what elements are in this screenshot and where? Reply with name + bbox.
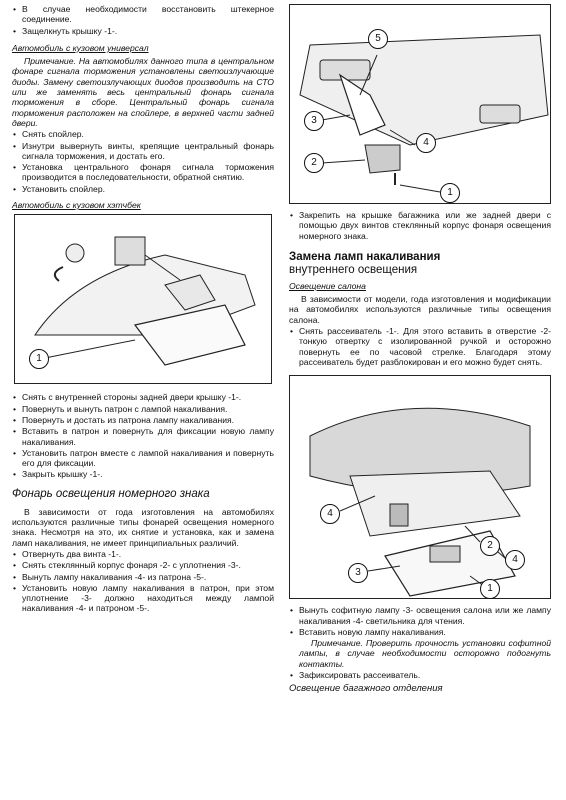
section-heading-sub: внутреннего освещения [289,263,418,276]
callout-4: 4 [320,504,340,524]
paragraph-salon: В зависимости от модели, года изготовления и модификации на автомобилях используются различные типы освещения салона. [289,294,551,325]
callout-1: 1 [29,349,49,369]
callout-5: 5 [368,29,388,49]
section-heading-wagon: Автомобиль с кузовом универсал [12,42,149,53]
list-item: • Отвернуть два винта -1-. [12,549,274,559]
list-item: • Снять стеклянный корпус фонаря -2- с уплотнения -3-. [12,560,274,570]
list-item: • Вставить в патрон и повернуть для фиксации новую лампу накаливания. [12,426,274,447]
callout-2: 2 [304,153,324,173]
list-item: • Установить спойлер. [12,184,274,194]
list-item: • Закрепить на крышке багажника или же задней двери с помощью двух винтов стеклянный корпус фонаря освещения номерного знака. [289,210,551,241]
section-heading-trunk: Освещение багажного отделения [289,683,443,695]
list-item: • Защелкнуть крышку -1-. [12,26,274,36]
figure-plate-lamp [289,4,551,204]
figure-hatchback-lamp [14,214,272,384]
callout-2: 2 [480,536,500,556]
callout-3: 3 [348,563,368,583]
list-item: • Снять с внутренней стороны задней двери крышку -1-. [12,392,274,402]
note-bottom: Примечание. Проверить прочность установки софитной лампы, в случае необходимости осторожно подогнуть контакты. [299,638,551,669]
plate-lamp-drawing [290,5,552,205]
list-item: • Снять спойлер. [12,129,274,139]
list-item: • Вставить новую лампу накаливания. [289,627,551,637]
paragraph-plate: В зависимости от года изготовления на автомобилях используются различные типы фонарей освещения номерного знака. Несмотря на это, их снятие и установка, как и замена ламп накаливания, не имеет принципиальных различий. [12,506,274,548]
section-heading-salon: Освещение салона [289,280,366,291]
list-item: • Зафиксировать рассеиватель. [289,670,551,680]
list-item: • Закрыть крышку -1-. [12,469,274,479]
list-item: • Установить новую лампу накаливания в патрон, при этом уплотнение -3- должно находиться между лампой накаливания -4- и патроном -5-. [12,583,274,614]
list-item: • Снять рассеиватель -1-. Для этого вставить в отверстие -2- тонкую отвертку с изолированной ручкой и осторожно повернуть ее по часовой стрелке. Благодаря этому рассеиватель будет разблокирован и его можно будет снять. [289,326,551,367]
right-column [289,0,551,696]
left-column [12,0,274,615]
callout-3: 3 [304,111,324,131]
list-item: • В случае необходимости восстановить штекерное соединение. [12,4,274,25]
callout-1: 1 [480,579,500,599]
figure-dome-light [289,375,551,599]
section-heading-bold: Замена ламп накаливания [289,250,441,263]
callout-4: 4 [416,133,436,153]
list-item: • Повернуть и вынуть патрон с лампой накаливания. [12,404,274,414]
callout-1: 1 [440,183,460,203]
list-item: • Установить патрон вместе с лампой накаливания и повернуть его для фиксации. [12,448,274,469]
hatchback-lamp-drawing [15,215,273,385]
list-item: • Вынуть лампу накаливания -4- из патрона -5-. [12,572,274,582]
list-item: • Вынуть софитную лампу -3- освещения салона или же лампу накаливания -4- светильника для чтения. [289,605,551,626]
list-item: • Изнутри вывернуть винты, крепящие центральный фонарь сигнала торможения, и достать его. [12,141,274,162]
list-item: • Повернуть и достать из патрона лампу накаливания. [12,415,274,425]
callout-4b: 4 [505,550,525,570]
note-wagon: Примечание. На автомобилях данного типа в центральном фонаре сигнала торможения установлены светоизлучающие диоды. Замену светоизлучающих диодов производить на СТО или же заменять весь центральный фонарь сигнала торможения в сборе. Центральный фонарь сигнала торможения расположен на спойлере, в верхней части задней двери. [12,56,274,128]
section-heading-plate: Фонарь освещения номерного знака [12,487,210,500]
section-heading-hatchback: Автомобиль с кузовом хэтчбек [12,200,141,211]
list-item: • Установка центрального фонаря сигнала торможения производится в последовательности, обратной снятию. [12,162,274,183]
